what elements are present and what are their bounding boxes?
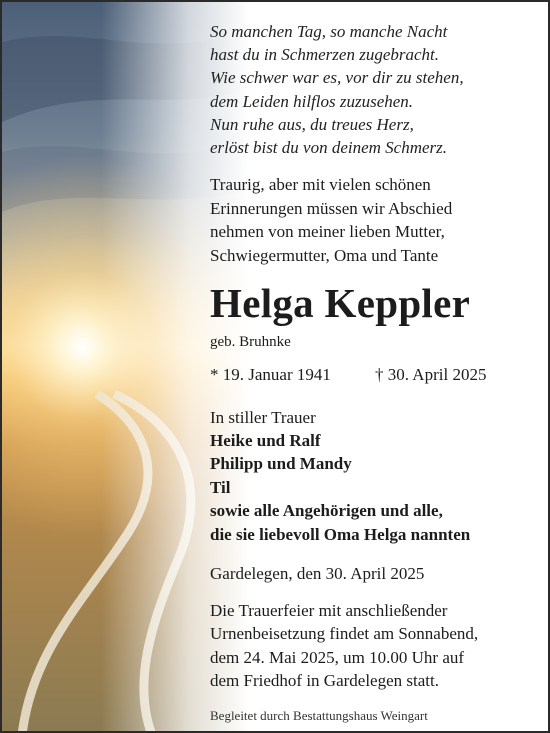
service-line: Die Trauerfeier mit anschließender [210, 601, 448, 621]
intro-line: Traurig, aber mit vielen schönen [210, 175, 431, 195]
mourner-name: die sie liebevoll Oma Helga nannten [210, 524, 471, 544]
mourner-name: Til [210, 477, 231, 497]
poem-line: erlöst bist du von deinem Schmerz. [210, 138, 448, 158]
poem [210, 20, 540, 159]
obituary-text [210, 20, 540, 725]
intro-line: nehmen von meiner lieben Mutter, [210, 222, 445, 242]
poem-line: Nun ruhe aus, du treues Herz, [210, 114, 414, 134]
mourner-name: sowie alle Angehörigen und alle, [210, 501, 443, 521]
place-date: Gardelegen, den 30. April 2025 [210, 564, 425, 584]
mourners-heading: In stiller Trauer [210, 407, 316, 427]
deceased-name: Helga Keppler [210, 279, 471, 326]
service-line: dem Friedhof in Gardelegen statt. [210, 671, 439, 691]
birth-date: * 19. Januar 1941 [210, 364, 331, 384]
poem-line: Wie schwer war es, vor dir zu stehen, [210, 68, 464, 88]
mourner-name: Philipp und Mandy [210, 454, 352, 474]
intro-text [210, 173, 540, 267]
intro-line: Erinnerungen müssen wir Abschied [210, 198, 453, 218]
mourner-name: Heike und Ralf [210, 431, 321, 450]
undertaker-note: Begleitet durch Bestattungshaus Weingart [210, 707, 428, 723]
mourners [210, 406, 540, 546]
death-date: † 30. April 2025 [375, 364, 487, 384]
life-dates [210, 364, 540, 386]
funeral-service-info [210, 599, 540, 693]
intro-line: Schwiegermutter, Oma und Tante [210, 246, 439, 265]
service-line: Urnenbeisetzung findet am Sonnabend, [210, 624, 479, 644]
service-line: dem 24. Mai 2025, um 10.00 Uhr auf [210, 647, 465, 667]
birth-name: geb. Bruhnke [210, 333, 291, 350]
poem-line: hast du in Schmerzen zugebracht. [210, 45, 440, 65]
poem-line: So manchen Tag, so manche Nacht [210, 22, 448, 41]
poem-line: dem Leiden hilflos zuzusehen. [210, 91, 414, 111]
